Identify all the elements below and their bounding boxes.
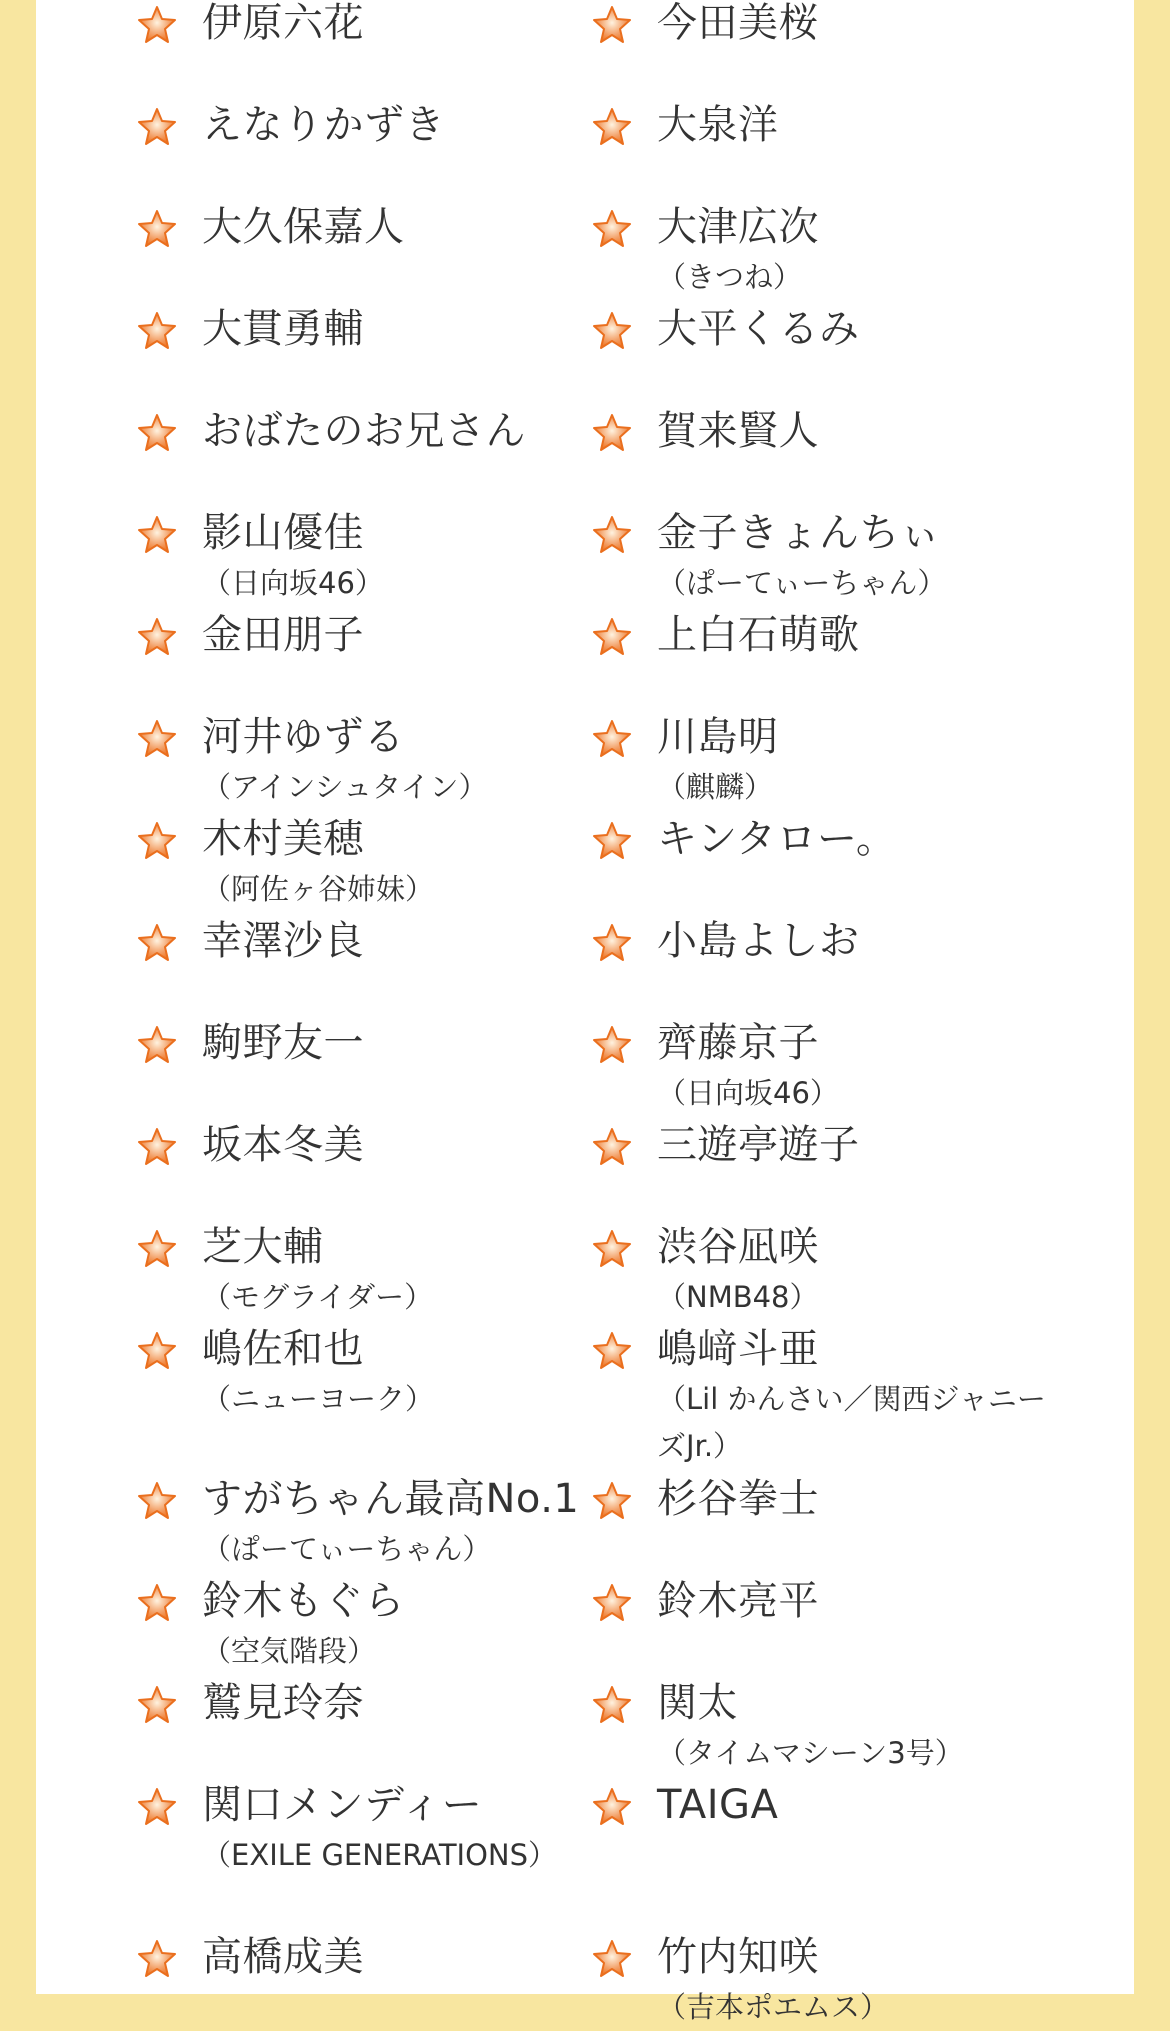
cast-name: 坂本冬美	[202, 1122, 364, 1168]
cast-name: 渋谷凪咲	[657, 1224, 819, 1270]
cast-name: 芝大輔	[202, 1224, 324, 1270]
star-icon	[591, 1480, 633, 1522]
cast-name: 鈴木亮平	[657, 1578, 819, 1624]
star-icon	[136, 922, 178, 964]
star-icon	[591, 1330, 633, 1372]
cast-name: キンタロー。	[657, 816, 897, 862]
star-icon	[591, 1228, 633, 1270]
cast-name: 金田朋子	[202, 612, 364, 658]
cast-name: 関口メンディー	[202, 1782, 483, 1828]
star-icon	[591, 310, 633, 352]
cast-name: 嶋﨑斗亜	[657, 1326, 819, 1372]
star-icon	[136, 1024, 178, 1066]
star-icon	[591, 922, 633, 964]
cast-affiliation: （きつね）	[657, 260, 803, 294]
cast-affiliation: （EXILE GENERATIONS）	[202, 1838, 558, 1872]
cast-affiliation: （アインシュタイン）	[202, 770, 488, 804]
star-icon	[591, 208, 633, 250]
star-icon	[591, 1126, 633, 1168]
cast-affiliation: （日向坂46）	[202, 566, 384, 600]
star-icon	[591, 514, 633, 556]
star-icon	[136, 208, 178, 250]
cast-name: 大平くるみ	[657, 306, 860, 352]
cast-name: 大久保嘉人	[202, 204, 405, 250]
cast-name: 上白石萌歌	[657, 612, 860, 658]
star-icon	[136, 1330, 178, 1372]
cast-name: えなりかずき	[202, 102, 445, 148]
cast-affiliation: （タイムマシーン3号）	[657, 1736, 964, 1770]
cast-name: 今田美桜	[657, 0, 819, 46]
star-icon	[136, 1582, 178, 1624]
star-icon	[136, 718, 178, 760]
cast-affiliation: （吉本ポエムス）	[657, 1990, 890, 2024]
cast-name: 鷲見玲奈	[202, 1680, 364, 1726]
cast-affiliation: （ぱーてぃーちゃん）	[657, 566, 947, 600]
star-icon	[591, 1582, 633, 1624]
star-icon	[136, 4, 178, 46]
cast-name: 大泉洋	[657, 102, 779, 148]
star-icon	[591, 1684, 633, 1726]
cast-name: 小島よしお	[657, 918, 860, 964]
cast-affiliation: （NMB48）	[657, 1280, 819, 1314]
star-icon	[591, 1024, 633, 1066]
cast-name: すがちゃん最高No.1	[202, 1476, 580, 1522]
star-icon	[591, 820, 633, 862]
star-icon	[591, 4, 633, 46]
star-icon	[591, 106, 633, 148]
cast-name: 駒野友一	[202, 1020, 364, 1066]
cast-affiliation: （空気階段）	[202, 1634, 377, 1668]
cast-name: 幸澤沙良	[202, 918, 364, 964]
cast-name: 嶋佐和也	[202, 1326, 364, 1372]
cast-name: 木村美穂	[202, 816, 364, 862]
star-icon	[136, 412, 178, 454]
star-icon	[591, 718, 633, 760]
cast-affiliation: （麒麟）	[657, 770, 774, 804]
cast-name: おばたのお兄さん	[202, 408, 526, 454]
cast-name: 鈴木もぐら	[202, 1578, 405, 1624]
cast-name: 大貫勇輔	[202, 306, 364, 352]
cast-name: 金子きょんちぃ	[657, 510, 941, 556]
star-icon	[591, 412, 633, 454]
star-icon	[136, 820, 178, 862]
cast-name: 三遊亭遊子	[657, 1122, 860, 1168]
cast-affiliation: （阿佐ヶ谷姉妹）	[202, 872, 435, 906]
cast-name: 河井ゆずる	[202, 714, 405, 760]
cast-affiliation: （日向坂46）	[657, 1076, 839, 1110]
cast-name: 高橋成美	[202, 1934, 364, 1980]
cast-name: 大津広次	[657, 204, 819, 250]
cast-name: 関太	[657, 1680, 738, 1726]
cast-name: 竹内知咲	[657, 1934, 819, 1980]
cast-affiliation: （Lil かんさい／関西ジャニーズJr.）	[657, 1382, 1046, 1463]
star-icon	[136, 1938, 178, 1980]
star-icon	[136, 1480, 178, 1522]
cast-name: TAIGA	[657, 1782, 779, 1828]
cast-affiliation: （ぱーてぃーちゃん）	[202, 1532, 492, 1566]
star-icon	[136, 616, 178, 658]
star-icon	[136, 1228, 178, 1270]
cast-list	[36, 0, 1134, 2024]
cast-name: 杉谷拳士	[657, 1476, 819, 1522]
star-icon	[136, 514, 178, 556]
star-icon	[136, 1684, 178, 1726]
star-icon	[591, 616, 633, 658]
cast-name: 伊原六花	[202, 0, 364, 46]
star-icon	[136, 1126, 178, 1168]
cast-list-panel	[36, 0, 1134, 2024]
star-icon	[591, 1786, 633, 1828]
cast-name: 賀来賢人	[657, 408, 819, 454]
cast-name: 川島明	[657, 714, 779, 760]
star-icon	[591, 1938, 633, 1980]
cast-affiliation: （ニューヨーク）	[202, 1382, 435, 1416]
star-icon	[136, 310, 178, 352]
cast-affiliation: （モグライダー）	[202, 1280, 434, 1314]
cast-name: 齊藤京子	[657, 1020, 819, 1066]
star-icon	[136, 106, 178, 148]
cast-name: 影山優佳	[202, 510, 364, 556]
star-icon	[136, 1786, 178, 1828]
